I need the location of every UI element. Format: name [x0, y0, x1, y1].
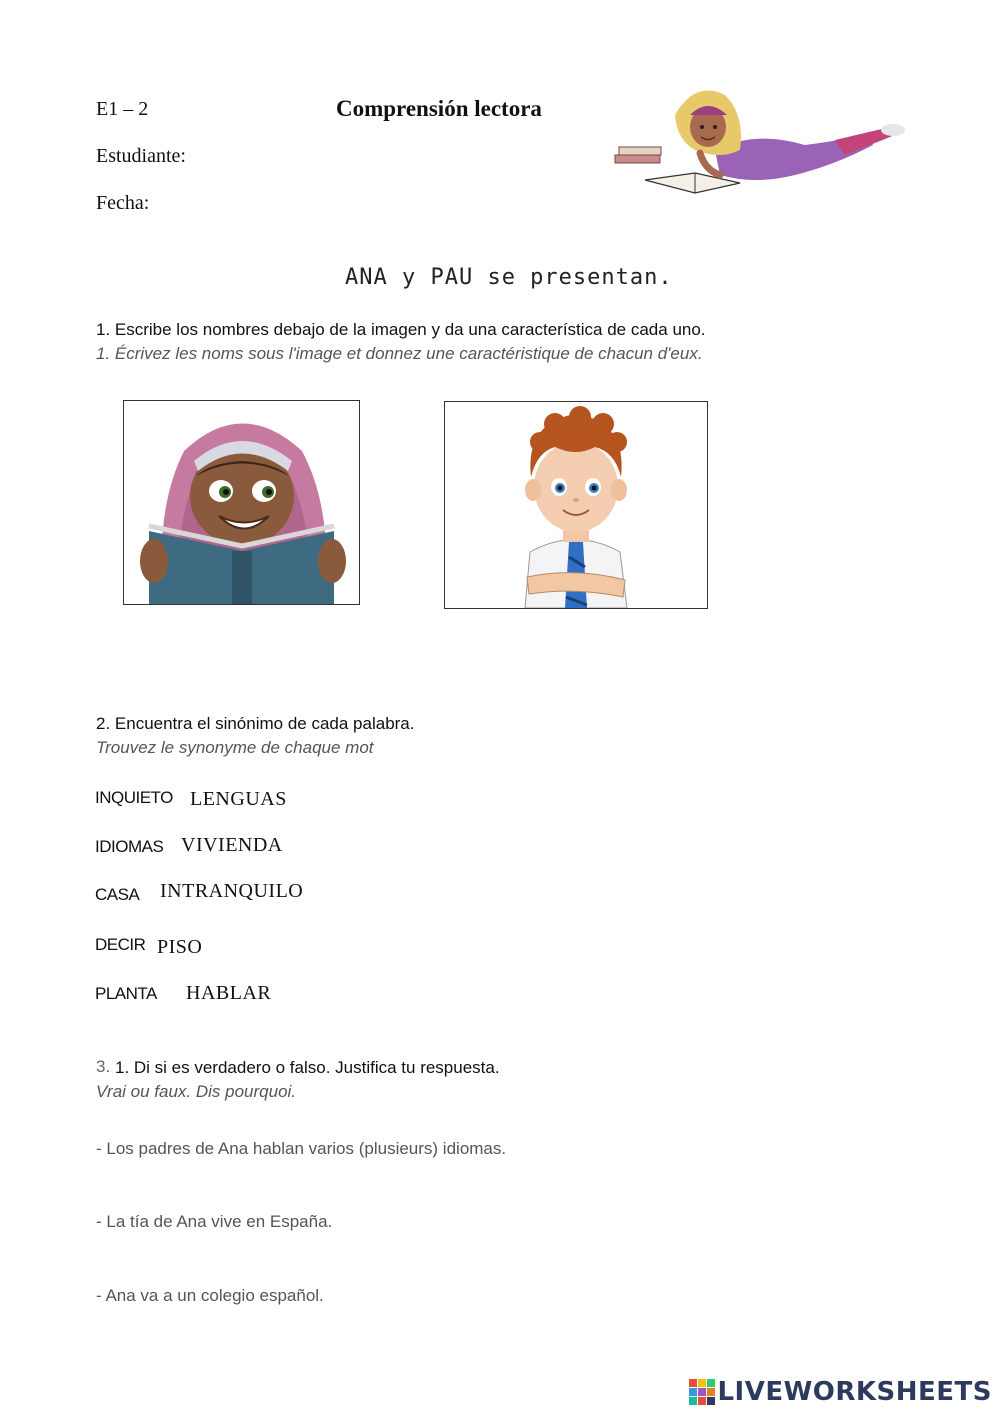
- boy-with-tie-image: [445, 402, 707, 608]
- section3-translation: Vrai ou faux. Dis pourquoi.: [96, 1082, 297, 1101]
- liveworksheets-logo[interactable]: [689, 1377, 992, 1407]
- synonym-answer-5[interactable]: HABLAR: [186, 982, 272, 1004]
- synonym-answer-3[interactable]: INTRANQUILO: [160, 880, 304, 902]
- girl-image-frame: [123, 400, 360, 605]
- page-title: Comprensión lectora: [336, 96, 542, 121]
- section2-question: 2. Encuentra el sinónimo de cada palabra.: [96, 714, 415, 733]
- statement-2: - La tía de Ana vive en España.: [96, 1212, 333, 1231]
- synonym-word-2: IDIOMAS: [95, 837, 164, 856]
- synonym-answer-4[interactable]: PISO: [157, 936, 203, 958]
- synonym-word-5: PLANTA: [95, 984, 157, 1003]
- synonym-word-1: INQUIETO: [95, 788, 173, 807]
- reading-girl-illustration: [605, 75, 910, 215]
- synonym-answer-1[interactable]: LENGUAS: [190, 788, 287, 810]
- synonym-answer-2[interactable]: VIVIENDA: [181, 834, 283, 856]
- section2-translation: Trouvez le synonyme de chaque mot: [96, 738, 374, 757]
- level-label: E1 – 2: [96, 98, 149, 120]
- boy-image-frame: [444, 401, 708, 609]
- worksheet-subtitle: ANA y PAU se presentan.: [345, 265, 673, 290]
- section3-number: 3.: [96, 1057, 111, 1076]
- section1-translation: 1. Écrivez les noms sous l'image et donnez une caractéristique de chacun d'eux.: [96, 344, 703, 363]
- girl-with-book-image: [124, 401, 359, 604]
- liveworksheets-brand: LIVEWORKSHEETS: [717, 1377, 992, 1407]
- statement-1: - Los padres de Ana hablan varios (plusieurs) idiomas.: [96, 1139, 507, 1158]
- date-label: Fecha:: [96, 192, 150, 214]
- synonym-word-4: DECIR: [95, 935, 146, 954]
- section3-question: 1. Di si es verdadero o falso. Justifica tu respuesta.: [115, 1058, 500, 1077]
- section1-question: 1. Escribe los nombres debajo de la imagen y da una característica de cada uno.: [96, 320, 706, 339]
- synonym-word-3: CASA: [95, 885, 140, 904]
- liveworksheets-logo-icon: [689, 1379, 715, 1405]
- statement-3: - Ana va a un colegio español.: [96, 1286, 324, 1305]
- student-label: Estudiante:: [96, 145, 186, 167]
